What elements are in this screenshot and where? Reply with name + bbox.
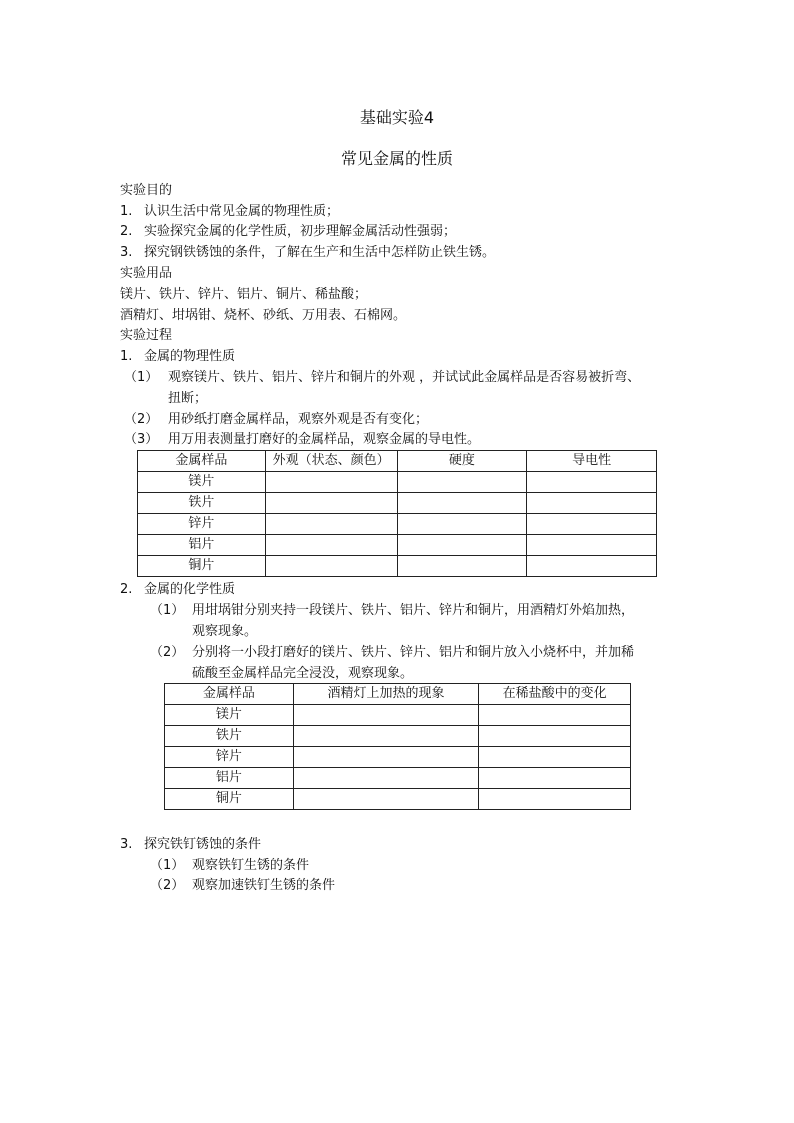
physical-properties-table xyxy=(137,450,657,577)
empty-cell[interactable] xyxy=(265,472,397,493)
empty-cell[interactable] xyxy=(527,493,657,514)
empty-cell[interactable] xyxy=(397,556,527,577)
table-row xyxy=(165,747,631,768)
sample-cell: 镁片 xyxy=(138,472,266,493)
empty-cell[interactable] xyxy=(293,705,479,726)
sample-cell: 铁片 xyxy=(138,493,266,514)
section3-title: 3. 探究铁钉锈蚀的条件 xyxy=(120,837,262,852)
empty-cell[interactable] xyxy=(397,472,527,493)
empty-cell[interactable] xyxy=(527,514,657,535)
section1-step: （2） 用砂纸打磨金属样品，观察外观是否有变化； xyxy=(124,412,429,427)
sample-cell: 铝片 xyxy=(138,535,266,556)
section1-step-continued: 扭断； xyxy=(168,391,208,406)
section1-step: （3） 用万用表测量打磨好的金属样品，观察金属的导电性。 xyxy=(124,432,481,447)
empty-cell[interactable] xyxy=(293,726,479,747)
materials-line: 酒精灯、坩埚钳、烧杯、砂纸、万用表、石棉网。 xyxy=(120,308,407,323)
sample-cell: 铁片 xyxy=(165,726,294,747)
empty-cell[interactable] xyxy=(397,535,527,556)
page-title: 基础实验4 xyxy=(359,108,435,127)
table-row xyxy=(138,535,657,556)
purpose-item: 2. 实验探究金属的化学性质，初步理解金属活动性强弱； xyxy=(120,224,457,239)
purpose-heading: 实验目的 xyxy=(120,183,173,198)
sample-cell: 镁片 xyxy=(165,705,294,726)
table-header: 导电性 xyxy=(527,451,657,472)
section3-step: （1） 观察铁钉生锈的条件 xyxy=(150,858,310,873)
section2-step-continued: 观察现象。 xyxy=(192,624,258,639)
empty-cell[interactable] xyxy=(293,747,479,768)
empty-cell[interactable] xyxy=(479,789,631,810)
table-header: 外观（状态、颜色） xyxy=(265,451,397,472)
empty-cell[interactable] xyxy=(479,726,631,747)
sample-cell: 锌片 xyxy=(165,747,294,768)
section3-step: （2） 观察加速铁钉生锈的条件 xyxy=(150,878,336,893)
table-header: 硬度 xyxy=(397,451,527,472)
empty-cell[interactable] xyxy=(527,556,657,577)
table-row xyxy=(138,493,657,514)
sample-cell: 铝片 xyxy=(165,768,294,789)
purpose-item: 3. 探究钢铁锈蚀的条件，了解在生产和生活中怎样防止铁生锈。 xyxy=(120,245,496,260)
empty-cell[interactable] xyxy=(479,705,631,726)
table-row xyxy=(138,514,657,535)
materials-heading: 实验用品 xyxy=(120,266,173,281)
chemical-properties-table xyxy=(164,683,631,810)
table-header-row xyxy=(138,451,657,472)
table-row xyxy=(165,768,631,789)
section1-title: 1. 金属的物理性质 xyxy=(120,349,236,364)
empty-cell[interactable] xyxy=(265,556,397,577)
empty-cell[interactable] xyxy=(397,514,527,535)
table-header: 金属样品 xyxy=(165,684,294,705)
table-header-row xyxy=(165,684,631,705)
empty-cell[interactable] xyxy=(527,472,657,493)
section2-step-continued: 硫酸至金属样品完全浸没，观察现象。 xyxy=(192,666,414,681)
section2-step: （2） 分别将一小段打磨好的镁片、铁片、锌片、铝片和铜片放入小烧杯中，并加稀 xyxy=(150,645,635,660)
table-row xyxy=(165,789,631,810)
empty-cell[interactable] xyxy=(265,535,397,556)
empty-cell[interactable] xyxy=(293,789,479,810)
sample-cell: 铜片 xyxy=(165,789,294,810)
table-row xyxy=(165,726,631,747)
section2-title: 2. 金属的化学性质 xyxy=(120,582,236,597)
table-row xyxy=(165,705,631,726)
section1-step: （1） 观察镁片、铁片、铝片、锌片和铜片的外观 ，并试试此金属样品是否容易被折弯、 xyxy=(124,370,641,385)
table-header: 金属样品 xyxy=(138,451,266,472)
sample-cell: 锌片 xyxy=(138,514,266,535)
process-heading: 实验过程 xyxy=(120,328,173,343)
empty-cell[interactable] xyxy=(479,747,631,768)
sample-cell: 铜片 xyxy=(138,556,266,577)
page-subtitle: 常见金属的性质 xyxy=(340,149,453,168)
table-row xyxy=(138,556,657,577)
table-header: 酒精灯上加热的现象 xyxy=(293,684,479,705)
table-header: 在稀盐酸中的变化 xyxy=(479,684,631,705)
purpose-item: 1. 认识生活中常见金属的物理性质； xyxy=(120,204,340,219)
empty-cell[interactable] xyxy=(397,493,527,514)
empty-cell[interactable] xyxy=(479,768,631,789)
section2-step: （1） 用坩埚钳分别夹持一段镁片、铁片、铝片、锌片和铜片，用酒精灯外焰加热， xyxy=(150,603,635,618)
empty-cell[interactable] xyxy=(265,514,397,535)
table-row xyxy=(138,472,657,493)
empty-cell[interactable] xyxy=(265,493,397,514)
empty-cell[interactable] xyxy=(293,768,479,789)
materials-line: 镁片、铁片、锌片、铝片、铜片、稀盐酸； xyxy=(120,287,368,302)
empty-cell[interactable] xyxy=(527,535,657,556)
